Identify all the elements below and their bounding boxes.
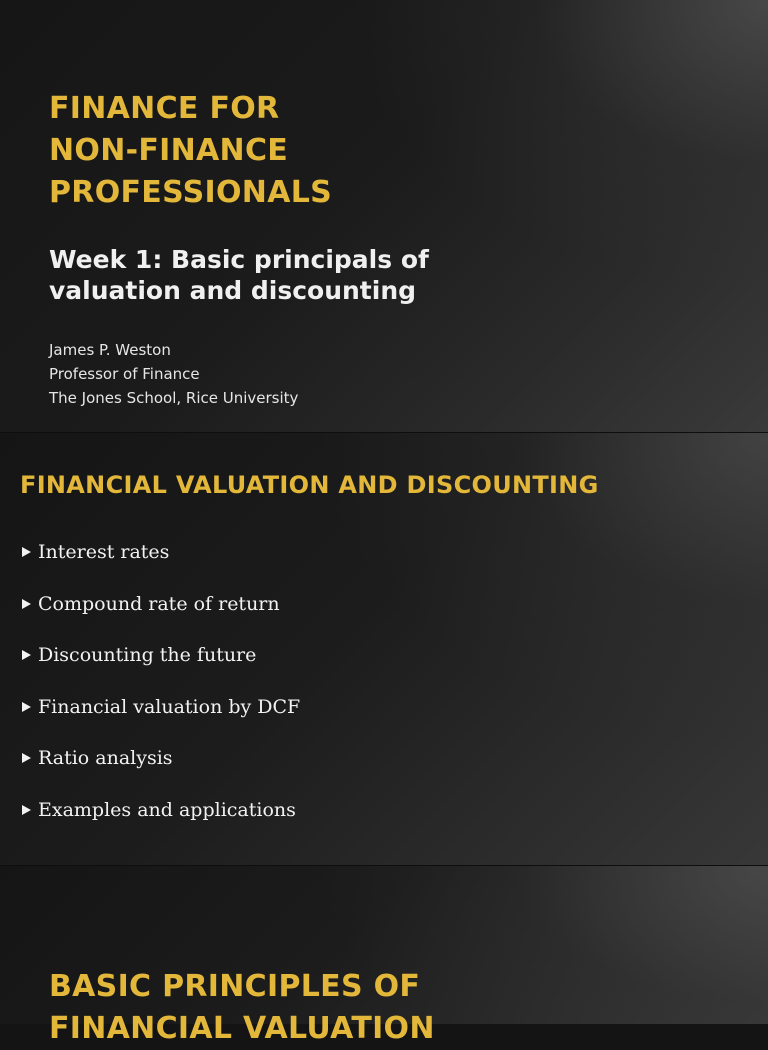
- week-subtitle-line: valuation and discounting: [49, 276, 417, 305]
- author-name: James P. Weston: [49, 341, 171, 359]
- list-item: [22, 591, 300, 643]
- triangle-bullet-icon: [22, 753, 31, 763]
- author-institution: The Jones School, Rice University: [49, 389, 299, 407]
- list-item-text: Examples and applications: [38, 798, 296, 821]
- list-item: [22, 745, 300, 797]
- triangle-bullet-icon: [22, 805, 31, 815]
- week-subtitle: [49, 244, 609, 306]
- list-item-text: Ratio analysis: [38, 747, 173, 769]
- list-item: [22, 797, 300, 849]
- section-title-slide: [0, 866, 768, 1046]
- list-item-text: Interest rates: [38, 541, 170, 563]
- list-item: [22, 642, 300, 694]
- triangle-bullet-icon: [22, 599, 31, 609]
- course-title-line: FINANCE FOR: [49, 91, 280, 126]
- agenda-title: FINANCIAL VALUATION AND DISCOUNTING: [20, 471, 599, 499]
- course-title: [49, 88, 569, 214]
- title-slide: [0, 0, 768, 433]
- agenda-slide: [0, 433, 768, 866]
- course-title-line: PROFESSIONALS: [49, 175, 333, 210]
- agenda-list: [22, 539, 300, 848]
- triangle-bullet-icon: [22, 702, 31, 712]
- author-position: Professor of Finance: [49, 365, 200, 383]
- list-item-text: Discounting the future: [38, 644, 257, 666]
- list-item-text: Compound rate of return: [38, 592, 280, 615]
- author-block: [49, 338, 298, 410]
- triangle-bullet-icon: [22, 650, 31, 660]
- course-title-line: NON-FINANCE: [49, 133, 289, 168]
- list-item: [22, 694, 300, 746]
- list-item-text: Financial valuation by DCF: [38, 695, 301, 718]
- week-subtitle-line: Week 1: Basic principals of: [49, 245, 429, 274]
- section-title-line: FINANCIAL VALUATION: [49, 1011, 435, 1046]
- section-title: [49, 966, 569, 1050]
- list-item: [22, 539, 300, 591]
- section-title-line: BASIC PRINCIPLES OF: [49, 969, 421, 1004]
- triangle-bullet-icon: [22, 547, 31, 557]
